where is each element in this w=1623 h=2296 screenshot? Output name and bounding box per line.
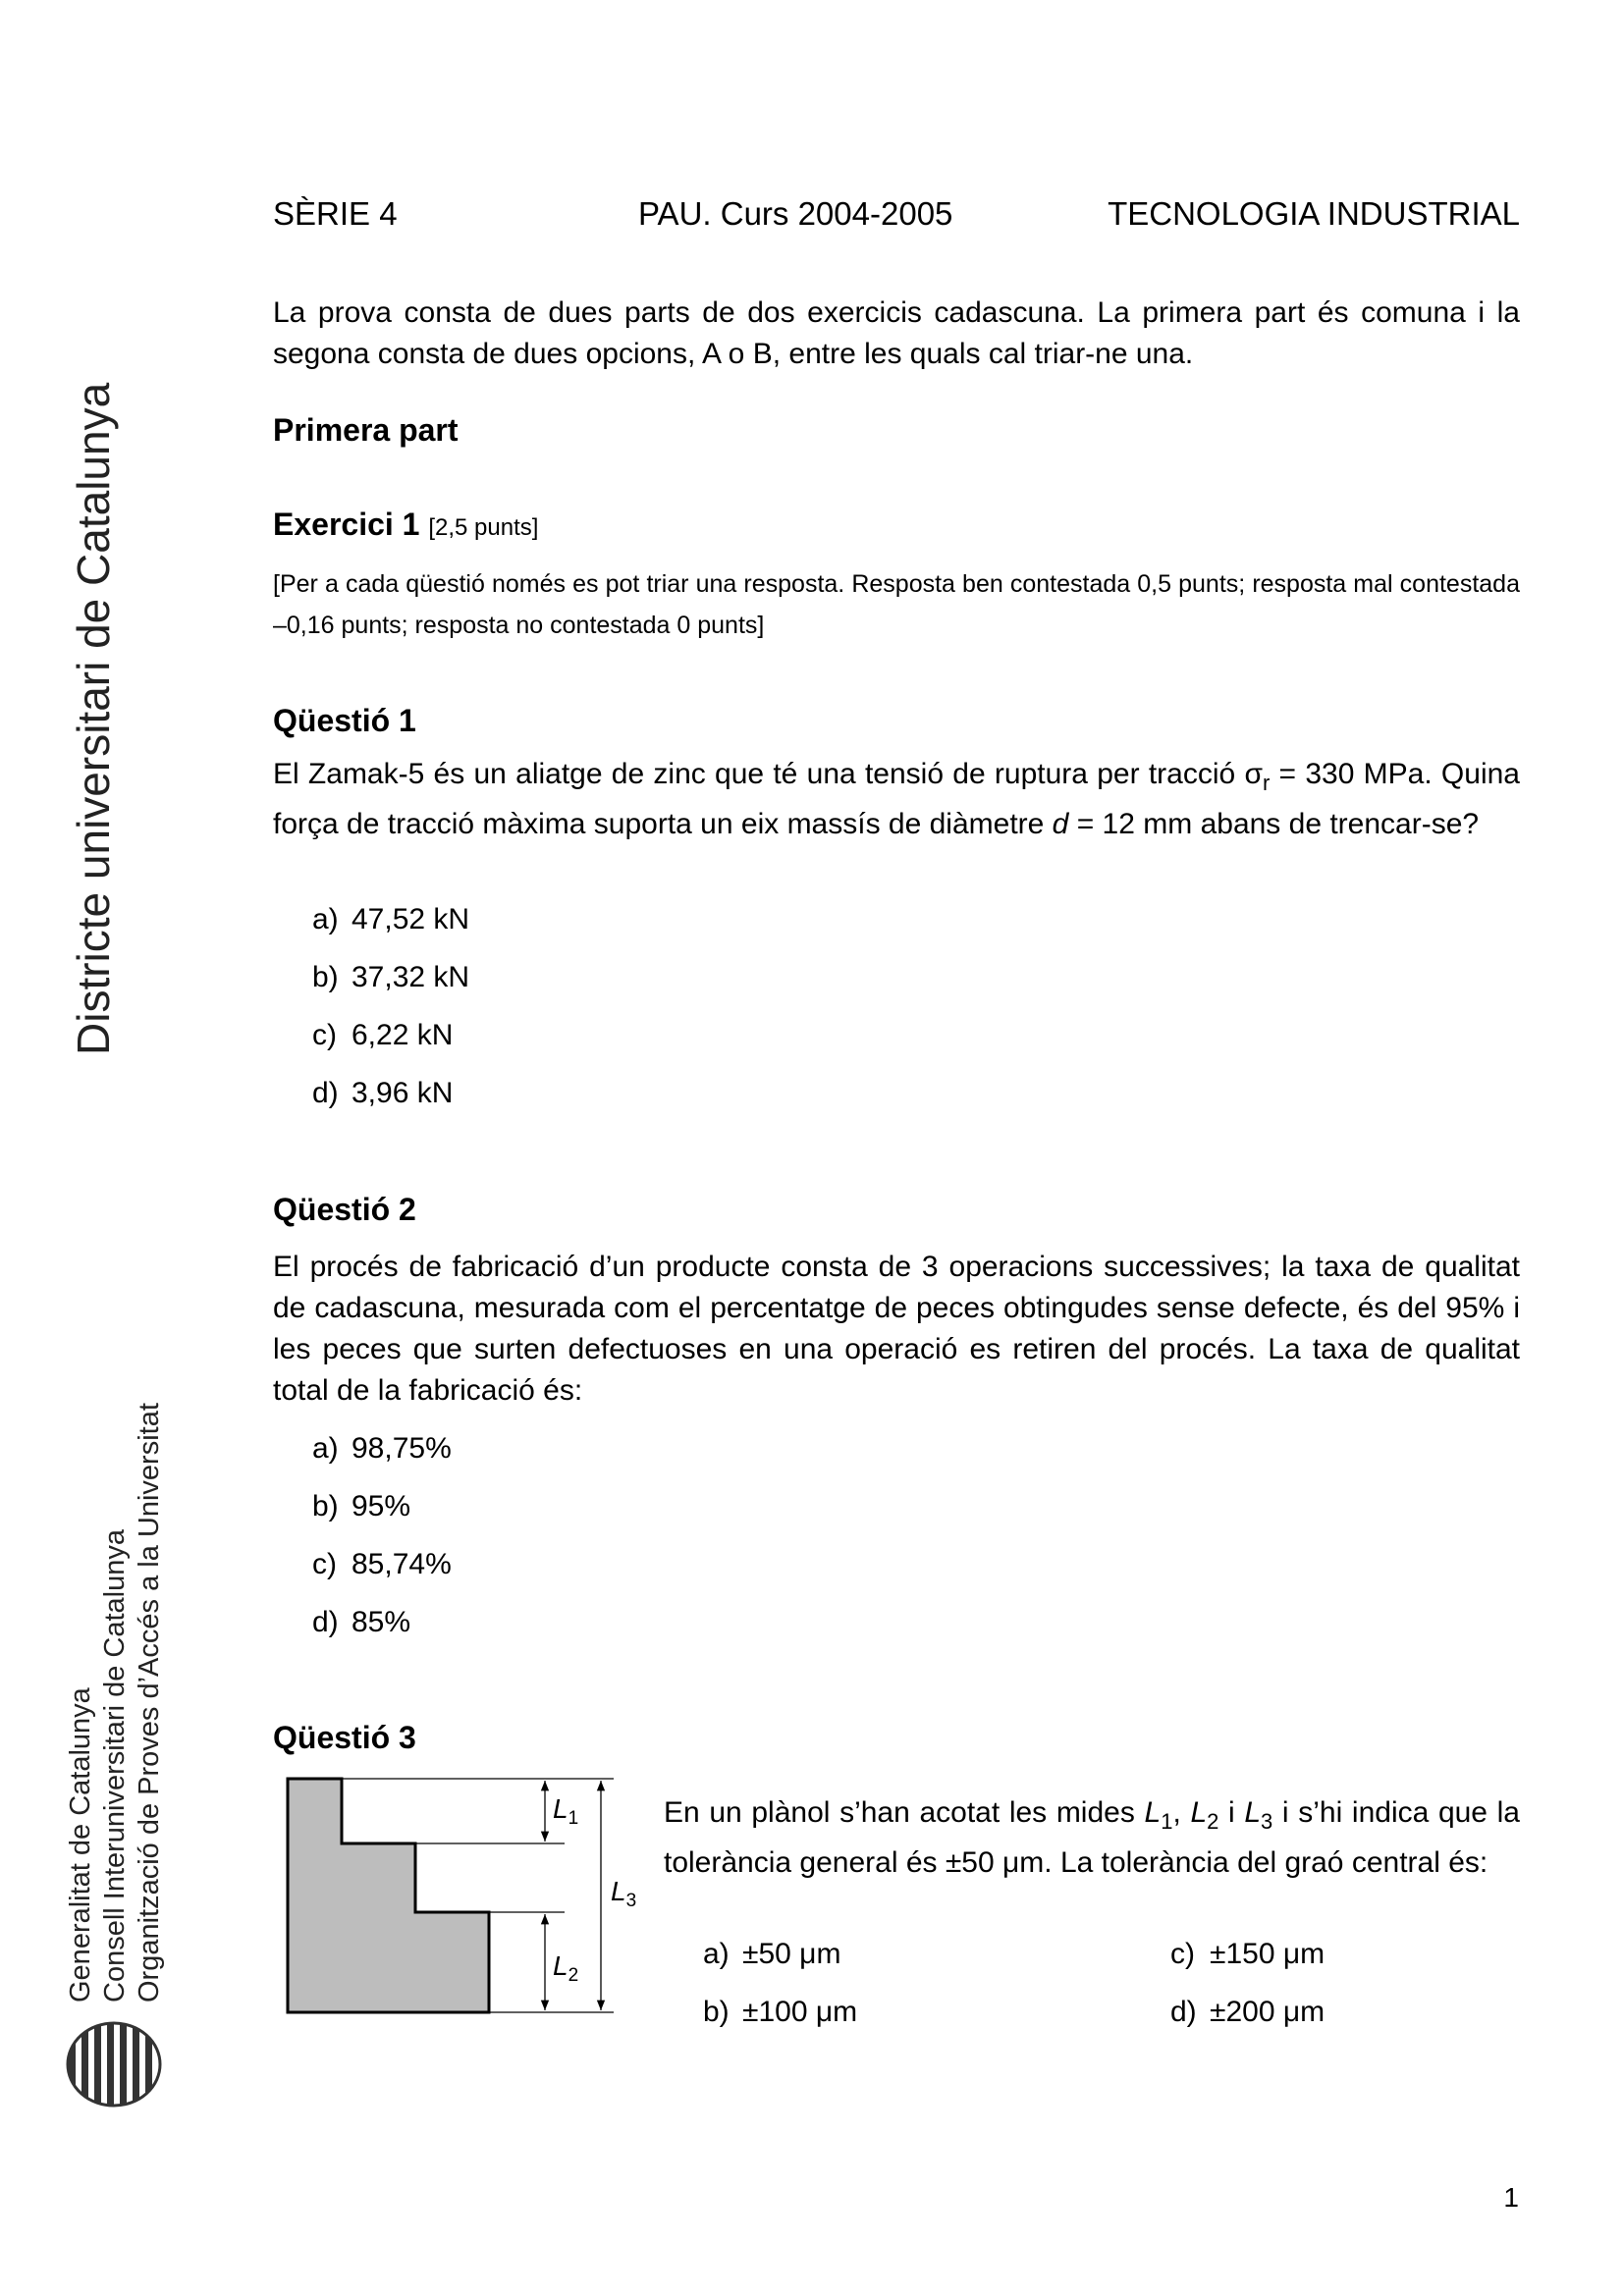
side-district: Districte universitari de Catalunya xyxy=(68,382,119,1055)
q1-title: Qüestió 1 xyxy=(273,703,416,738)
sigma-symbol: σ xyxy=(1244,758,1263,790)
q2-title: Qüestió 2 xyxy=(273,1192,416,1227)
side-org-line-2: Consell Interuniversitari de Catalunya xyxy=(99,1529,131,2002)
exercise-points: [2,5 punts] xyxy=(428,514,539,541)
side-org-line-3: Organització de Proves d’Accés a la Universitat xyxy=(134,1403,165,2002)
header-subject: TECNOLOGIA INDUSTRIAL xyxy=(1108,195,1520,232)
q2-text: El procés de fabricació d’un producte consta de 3 operacions successives; la taxa de qualitat de cadascuna, mesurada com el percentatge de peces obtingudes sense defecte, és del 95% i les peces que surten defectuoses en una operació es retiren del procés. La taxa de qualitat total de la fabricació és: xyxy=(273,1251,1520,1407)
header-serie: SÈRIE 4 xyxy=(273,195,398,232)
label-l1: $L_1$ xyxy=(553,1793,579,1829)
label-l2: $L_2$ xyxy=(553,1950,579,1986)
generalitat-logo xyxy=(65,2020,163,2109)
q2-option-d: d) 85% xyxy=(312,1606,411,1638)
q3-option-d: d) ±200 μm xyxy=(1170,1996,1325,2028)
q3-stepped-part-figure xyxy=(280,1767,653,2022)
q1-option-d: d) 3,96 kN xyxy=(312,1077,454,1109)
side-org-line-1: Generalitat de Catalunya xyxy=(65,1687,96,2002)
q3-option-a: a) ±50 μm xyxy=(703,1938,841,1970)
q3-option-b: b) ±100 μm xyxy=(703,1996,858,2028)
stepped-part-shape xyxy=(288,1779,489,2012)
q3-text: En un plànol s’han acotat les mides $L_1$, $L_2$ i $L_3$ i s’hi indica que la tolerància general és ±50 μm. La tolerància del graó central és: xyxy=(664,1796,1520,1879)
q1-option-c: c) 6,22 kN xyxy=(312,1019,454,1051)
label-l3: $L_3$ xyxy=(611,1876,637,1911)
part-title: Primera part xyxy=(273,412,459,448)
intro-text: La prova consta de dues parts de dos exercicis cadascuna. La primera part és comuna i la segona consta de dues opcions, A o B, entre les quals cal triar-ne una. xyxy=(273,296,1520,370)
q1-option-a: a) 47,52 kN xyxy=(312,903,470,935)
q2-option-c: c) 85,74% xyxy=(312,1548,452,1580)
q3-option-c: c) ±150 μm xyxy=(1170,1938,1325,1970)
q1-text: El Zamak-5 és un aliatge de zinc que té una tensió de ruptura per tracció $\sigma_r = 330$ MPa. Quina força de tracció màxima suporta un eix massís de diàmetre d = 12 mm abans de trencar-se? xyxy=(273,758,1520,840)
q2-option-a: a) 98,75% xyxy=(312,1432,452,1465)
page-number: 1 xyxy=(1503,2182,1519,2213)
q1-option-b: b) 37,32 kN xyxy=(312,961,470,993)
q2-option-b: b) 95% xyxy=(312,1490,411,1522)
exercise-name: Exercici 1 xyxy=(273,507,420,542)
q3-title: Qüestió 3 xyxy=(273,1720,416,1755)
exercise-title xyxy=(273,505,538,548)
exercise-instructions: [Per a cada qüestió només es pot triar una resposta. Resposta ben contestada 0,5 punts; resposta mal contestada –0,16 punts; resposta no contestada 0 punts] xyxy=(273,570,1520,639)
header-course: PAU. Curs 2004-2005 xyxy=(638,195,953,232)
